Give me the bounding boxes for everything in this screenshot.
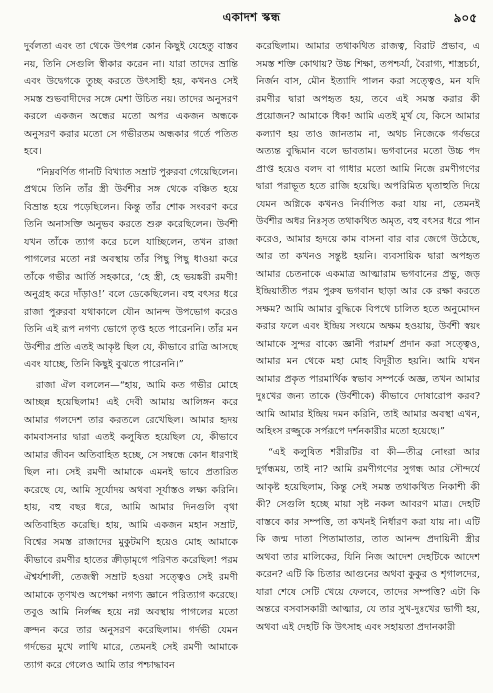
page-number: ৯০৫ — [453, 11, 477, 25]
page-header — [24, 8, 479, 28]
paragraph: “এই কলুষিত শরীরটির বা কী—তীব্র নোংরা আর দুর্গন্ধময়, তাই না? আমি রমণীগণের সুগন্ধ আর সৌন্দর্যে আকৃষ্ট হয়েছিলাম, কিন্তু সেই সমস্ত তথাকথিত নিকাশী কী কী? সেগুলি হচ্ছে মায়া সৃষ্ট নকল আবরণ মাত্র। দেহটি বাস্তবে কার সম্পত্তি, তা কখনই নির্ধারণ করা যায় না। এটি কি জন্ম দাতা পিতামাতার, তাত আনন্দ প্রদায়িনী স্ত্রীর অথবা তার মালিকের, যিনি নিজ আদেশ দেহটিকে আদেশ করেন? এটি কি চিতার আগুনের অথবা কুকুর ও শৃগালদের, যারা শেষে সেটি খেয়ে ফেলবে, তাদের সম্পত্তি? এটা কি অন্তরে বসবাসকারী আত্মার, যে তার সুখ-দুঃখের ভাগী হয়, অথবা এই দেহটি কি উৎসাহ এবং সহায়তা প্রদানকারী — [256, 446, 480, 633]
chapter-title: একাদশ স্কন্ধ — [222, 9, 281, 24]
paragraph: রাজা ঐল বললেন—“হায়, আমি কত গভীর মোহে আচ্ছন্ন হয়েছিলাম! এই দেবী আমায় আলিঙ্গন করে আমার গলদেশ তার করতলে রেখেছিল। আমার হৃদয় কামবাসনার দ্বারা এতই কলুষিত হয়েছিল যে, কীভাবে আমার জীবন অতিবাহিত হচ্ছে, সে সম্বন্ধে কোন ধারণাই ছিল না। সেই রমণী আমাকে এমনই ভাবে প্রতারিত করেছে যে, আমি সূর্যোদয় অথবা সূর্যাস্তও লক্ষ্য করিনি। হায়, বহু বছর ধরে, আমি আমার দিনগুলি বৃথা অতিবাহিত করেছি। হায়, আমি একজন মহান সম্রাট, বিশ্বের সমস্ত রাজাদের মুকুটমণি হয়েও মোহ আমাকে কীভাবে রমণীর হাতের ক্রীড়ামৃগে পরিণত করেছিল! পরম ঐশ্বর্যশালী, তেজস্বী সম্রাট হওয়া সত্ত্বেও সেই রমণী আমাকে তৃণখণ্ড অপেক্ষা নগণ্য জ্ঞানে পরিত্যাগ করেছে। তবুও আমি নির্লজ্জ হয়ে নগ্ন অবস্থায় পাগলের মতো ক্রন্দন করে তার অনুসরণ করেছিলাম। গর্দভী যেমন গর্দভের মুখে লাথি মারে, তেমনই সেই রমণী আমাকে ত্যাগ করে গেলেও আমি তার পশ্চাদ্ধাবন — [24, 379, 238, 671]
paragraph: করেছিলাম। আমার তথাকথিত রাজত্ব, বিরাট প্রভাব, এ সমস্ত শক্তি কোথায়? উচ্চ শিক্ষা, তপশ্চর্যা, বৈরাগ্য, শাস্ত্রচর্চা, নির্জন বাস, মৌন ইত্যাদি পালন করা সত্ত্বেও, মন যদি রমণীর দ্বারা অপহৃত হয়, তবে এই সমস্ত করার কী প্রয়োজন? আমাকে ধিক! আমি এতই মূর্খ যে, কিসে আমার কল্যাণ হয় তাও জানতাম না, অথচ নিজেকে গর্বভরে অত্যন্ত বুদ্ধিমান বলে ভাবতাম। ভগবানের মতো উচ্চ পদ প্রাপ্ত হয়েও বলদ বা গাধার মতো আমি নিজে রমণীগণের দ্বারা পরাভূত হতে রাজি হয়েছি। অপরিমিত ঘৃতাহুতি দিয়ে যেমন অগ্নিকে কখনও নির্বাপিত করা যায় না, তেমনই উর্বশীর অধর নিঃসৃত তথাকথিত অমৃত, বহু বৎসর ধরে পান করেও, আমার হৃদয়ে কাম বাসনা বার বার জেগে উঠেছে, আর তা কখনও সন্তুষ্ট হয়নি। ব্যবসায়িক দ্বারা অপহৃত আমার চেতনাকে একমাত্র আত্মারাম ভগবানের প্রভু, জড় ইন্দ্রিয়াতীত পরম পুরুষ ভগবান ছাড়া আর কে রক্ষা করতে সক্ষম? আমি আমার বুদ্ধিকে বিপথে চালিত হতে অনুমোদন করার ফলে এবং ইন্দ্রিয় সংযমে অক্ষম হওয়ায়, উর্বশী স্বয়ং আমাকে সুন্দর বাক্যে জ্ঞানী পরামর্শ প্রদান করা সত্ত্বেও, আমার মন থেকে মহা মোহ বিদূরীত হয়নি। আমি যখন আমার প্রকৃত পারমার্থিক স্বভাব সম্পর্কে অজ্ঞ, তখন আমার দুঃখের জন্য তাকে (উর্বশীকে) কীভাবে দোষারোপ করব? আমি আমার ইন্দ্রিয় দমন করিনি, তাই আমার অবস্থা এখন, অহিংস রজ্জুকে সর্পরূপে দর্শনকারীর মতো হয়েছে।” — [256, 41, 480, 437]
paragraph: “নিম্নবর্ণিত গানটি বিখ্যাত সম্রাট পুরুরবা গেয়েছিলেন। প্রথমে তিনি তাঁর স্ত্রী উর্বশীর সঙ্গ থেকে বঞ্চিত হয়ে বিভ্রান্ত হয়ে পড়েছিলেন। কিন্তু তাঁর শোক সংবরণ করে তিনি অনাসক্তি অনুভব করতে শুরু করেছিলেন। উর্বশী যখন তাঁকে ত্যাগ করে চলে যাচ্ছিলেন, তখন রাজা পাগলের মতো নগ্ন অবস্থায় তাঁর পিছু পিছু ধাওয়া করে তাঁকে গভীর আর্তি সহকারে, ‘হে স্ত্রী, হে ভয়ঙ্করী রমণী! অনুগ্রহ করে দাঁড়াও!’ বলে ডেকেছিলেন। বহু বৎসর ধরে রাজা পুরুরবা যথাকালে যৌন আনন্দ উপভোগ করেও তিনি এই রূপ নগণ্য ভোগে তৃপ্ত হতে পারেননি। তাঁর মন উর্বশীর প্রতি এতই আকৃষ্ট ছিল যে, কীভাবে রাত্রি আসছে এবং যাচ্ছে, তিনি কিছুই বুঝতে পারেননি।” — [24, 166, 238, 370]
right-column — [256, 38, 480, 685]
paragraph: দুর্বলতা এবং তা থেকে উৎপন্ন কোন কিছুই যেহেতু বাস্তব নয়, তিনি সেগুলি স্বীকার করেন না। যারা তাদের ভ্রান্তি এবং উদ্বেগকে তুচ্ছ করতে উৎসাহী হয়, কখনও সেই সমস্ত শুভবাদীদের সঙ্গে মেশা উচিত নয়। তাদের অনুসরণ করলে একজন অন্ধের মতো অপর একজন অন্ধকে অনুসরণ করার মতো সে গভীরতম অন্ধকার গর্তে পতিত হবে। — [24, 41, 238, 157]
left-column — [24, 38, 238, 685]
